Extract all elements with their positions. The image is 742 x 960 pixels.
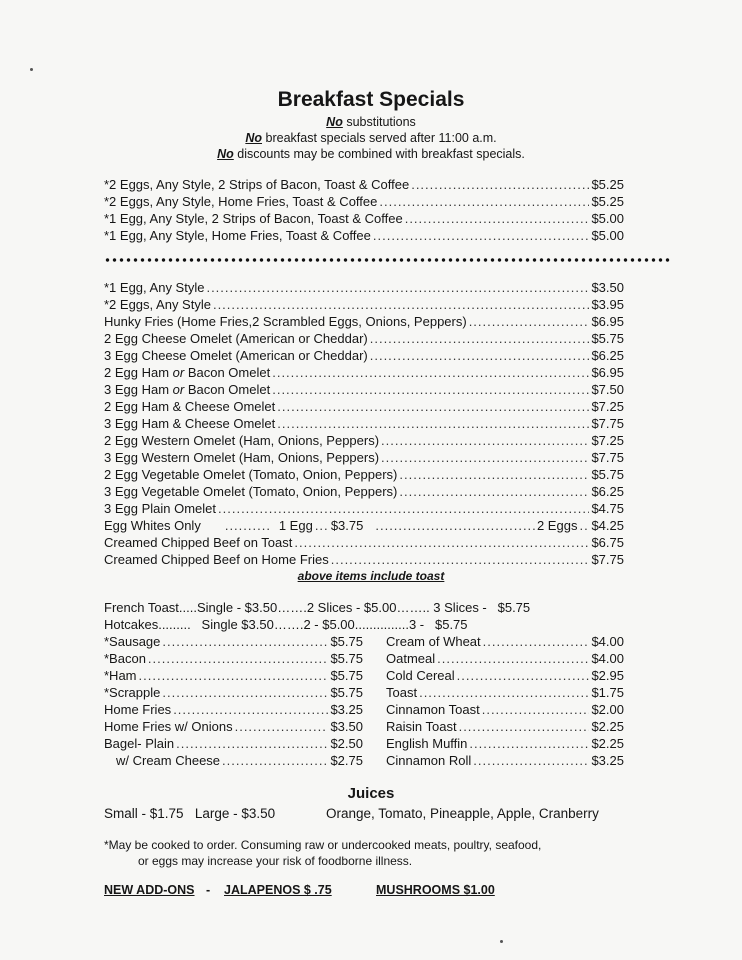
- item-price: $6.25: [591, 348, 624, 363]
- menu-row: [104, 535, 624, 550]
- item-price: $7.25: [591, 399, 624, 414]
- side-row: [386, 634, 624, 649]
- item-price: $5.00: [591, 211, 624, 226]
- dotted-divider: [104, 258, 670, 262]
- item-label: 3 Egg Cheese Omelet (American or Cheddar): [104, 348, 368, 363]
- menu-row: [104, 365, 624, 380]
- item-price: $2.00: [591, 702, 624, 717]
- side-row: [104, 702, 363, 717]
- item-label: French Toast: [104, 600, 179, 615]
- menu-row: [104, 399, 624, 414]
- item-price: $5.75: [591, 467, 624, 482]
- addon-jalapenos: JALAPENOS $ .75: [224, 883, 332, 897]
- french-toast-row: French Toast.....Single - $3.50…….2 Slices - $5.00…….. 3 Slices - $5.75: [104, 600, 531, 615]
- item-label: *2 Eggs, Any Style, Home Fries, Toast & Coffee: [104, 194, 378, 209]
- item-price: $5.75: [330, 668, 363, 683]
- page-title: Breakfast Specials: [277, 88, 465, 111]
- special-row: [104, 177, 624, 192]
- item-label: Raisin Toast: [386, 719, 457, 734]
- side-row: [386, 702, 624, 717]
- three-label: 3 Slices -: [433, 600, 487, 615]
- juice-large: Large - $3.50: [194, 806, 276, 821]
- disclaimer-line: *May be cooked to order. Consuming raw or undercooked meats, poultry, seafood,: [104, 838, 542, 852]
- rule-no: No: [326, 115, 343, 129]
- item-price: $4.75: [591, 501, 624, 516]
- side-row: [116, 753, 363, 768]
- item-label: *Scrapple: [104, 685, 161, 700]
- item-label: Cinnamon Toast: [386, 702, 480, 717]
- scan-speck: [30, 68, 33, 71]
- item-price: $3.50: [591, 280, 624, 295]
- hotcakes-row: Hotcakes......... Single $3.50…….2 - $5.00...............3 - $5.75: [104, 617, 468, 632]
- item-price: $2.95: [591, 668, 624, 683]
- item-price: $5.75: [330, 634, 363, 649]
- item-label: 3 Egg Ham or Bacon Omelet: [104, 382, 271, 397]
- menu-row: [104, 433, 624, 448]
- item-price: $5.75: [330, 651, 363, 666]
- item-price: $7.75: [591, 552, 624, 567]
- rule-line: [0, 147, 742, 161]
- item-price: $4.00: [591, 651, 624, 666]
- item-price: $5.75: [591, 331, 624, 346]
- item-label: w/ Cream Cheese: [116, 753, 221, 768]
- item-price: $1.75: [591, 685, 624, 700]
- side-row: [386, 736, 624, 751]
- menu-row: [104, 467, 624, 482]
- two-egg-price: $4.25: [591, 518, 624, 533]
- item-price: $5.75: [330, 685, 363, 700]
- two-egg-label: 2 Eggs: [536, 518, 578, 533]
- item-price: $5.25: [591, 177, 624, 192]
- side-row: [386, 719, 624, 734]
- three-label: 3 -: [408, 617, 425, 632]
- item-label: 2 Egg Ham or Bacon Omelet: [104, 365, 271, 380]
- special-row: [104, 194, 624, 209]
- item-label: Home Fries: [104, 702, 172, 717]
- scan-speck: [500, 940, 503, 943]
- disclaimer-line: or eggs may increase your risk of foodborne illness.: [138, 854, 413, 868]
- menu-row: [104, 348, 624, 363]
- item-label: *2 Eggs, Any Style, 2 Strips of Bacon, Toast & Coffee: [104, 177, 410, 192]
- item-price: $7.50: [591, 382, 624, 397]
- item-price: $7.25: [591, 433, 624, 448]
- special-row: [104, 228, 624, 243]
- rule-text: breakfast specials served after 11:00 a.m.: [262, 131, 497, 145]
- menu-row: [104, 552, 624, 567]
- item-label: Cinnamon Roll: [386, 753, 472, 768]
- three-price: $5.75: [497, 600, 531, 615]
- item-label: Cold Cereal: [386, 668, 455, 683]
- item-label: 2 Egg Vegetable Omelet (Tomato, Onion, Peppers): [104, 467, 398, 482]
- item-label: Creamed Chipped Beef on Toast: [104, 535, 293, 550]
- juices-title: Juices: [347, 785, 395, 802]
- item-price: $3.25: [591, 753, 624, 768]
- side-row: [386, 651, 624, 666]
- juices-sizes: [104, 806, 275, 821]
- item-label: *1 Egg, Any Style, 2 Strips of Bacon, Toast & Coffee: [104, 211, 403, 226]
- side-row: [104, 736, 363, 751]
- side-row: [386, 753, 624, 768]
- item-label: 2 Egg Western Omelet (Ham, Onions, Peppers): [104, 433, 380, 448]
- rule-no: No: [245, 131, 263, 145]
- egg-whites-row: [104, 518, 624, 533]
- item-price: $2.75: [330, 753, 363, 768]
- item-label: 3 Egg Plain Omelet: [104, 501, 217, 516]
- rule-line: [0, 115, 742, 129]
- toast-note: above items include toast: [297, 569, 445, 583]
- new-addons-label: NEW ADD-ONS: [104, 883, 195, 897]
- two-price: 2 - $5.00: [303, 617, 355, 632]
- item-price: $2.25: [591, 719, 624, 734]
- item-label: 3 Egg Western Omelet (Ham, Onions, Peppers): [104, 450, 380, 465]
- side-row: [104, 668, 363, 683]
- item-label: English Muffin: [386, 736, 468, 751]
- item-price: $6.25: [591, 484, 624, 499]
- item-label: Bagel- Plain: [104, 736, 175, 751]
- item-price: $3.50: [330, 719, 363, 734]
- one-egg-price: $3.75: [330, 518, 364, 533]
- item-label: Toast: [386, 685, 418, 700]
- item-price: $3.95: [591, 297, 624, 312]
- menu-row: [104, 450, 624, 465]
- menu-row: [104, 297, 624, 312]
- menu-row: [104, 314, 624, 329]
- three-price: $5.75: [434, 617, 468, 632]
- single-price: Single - $3.50: [196, 600, 278, 615]
- item-price: $7.75: [591, 450, 624, 465]
- item-label: Home Fries w/ Onions: [104, 719, 233, 734]
- item-label: *Ham: [104, 668, 137, 683]
- rule-no: No: [217, 147, 234, 161]
- two-price: 2 Slices - $5.00: [306, 600, 397, 615]
- item-price: $2.50: [330, 736, 363, 751]
- menu-row: [104, 331, 624, 346]
- menu-row: [104, 501, 624, 516]
- item-price: $6.95: [591, 365, 624, 380]
- rule-text: discounts may be combined with breakfast specials.: [233, 147, 525, 161]
- juice-flavors: Orange, Tomato, Pineapple, Apple, Cranberry: [326, 806, 599, 821]
- item-price: $7.75: [591, 416, 624, 431]
- one-egg-label: 1 Egg: [278, 518, 313, 533]
- item-label: 2 Egg Cheese Omelet (American or Cheddar): [104, 331, 368, 346]
- side-row: [386, 668, 624, 683]
- menu-row: [104, 280, 624, 295]
- item-label: Oatmeal: [386, 651, 436, 666]
- addons-separator: -: [206, 883, 211, 897]
- special-row: [104, 211, 624, 226]
- menu-row: [104, 484, 624, 499]
- item-label: 3 Egg Vegetable Omelet (Tomato, Onion, Peppers): [104, 484, 398, 499]
- item-label: *2 Eggs, Any Style: [104, 297, 211, 312]
- item-label: *Sausage: [104, 634, 161, 649]
- juice-small: Small - $1.75: [104, 806, 184, 821]
- item-price: $3.25: [330, 702, 363, 717]
- item-price: $5.00: [591, 228, 624, 243]
- side-row: [386, 685, 624, 700]
- item-label: *1 Egg, Any Style, Home Fries, Toast & Coffee: [104, 228, 371, 243]
- item-label: 2 Egg Ham & Cheese Omelet: [104, 399, 276, 414]
- item-label: *Bacon: [104, 651, 146, 666]
- item-label: Hunky Fries (Home Fries,2 Scrambled Eggs, Onions, Peppers): [104, 314, 467, 329]
- item-label: Egg Whites Only: [104, 518, 201, 533]
- rule-text: substitutions: [342, 115, 416, 129]
- rule-line: [0, 131, 742, 145]
- side-row: [104, 719, 363, 734]
- side-row: [104, 685, 363, 700]
- item-label: *1 Egg, Any Style: [104, 280, 205, 295]
- item-label: Creamed Chipped Beef on Home Fries: [104, 552, 329, 567]
- addon-mushrooms: MUSHROOMS $1.00: [376, 883, 495, 897]
- item-price: $6.95: [591, 314, 624, 329]
- single-price: Single $3.50: [201, 617, 274, 632]
- item-price: $2.25: [591, 736, 624, 751]
- item-price: $4.00: [591, 634, 624, 649]
- side-row: [104, 651, 363, 666]
- side-row: [104, 634, 363, 649]
- item-label: Cream of Wheat: [386, 634, 481, 649]
- item-label: Hotcakes: [104, 617, 159, 632]
- menu-row: [104, 416, 624, 431]
- menu-row: [104, 382, 624, 397]
- item-label: 3 Egg Ham & Cheese Omelet: [104, 416, 276, 431]
- item-price: $6.75: [591, 535, 624, 550]
- item-price: $5.25: [591, 194, 624, 209]
